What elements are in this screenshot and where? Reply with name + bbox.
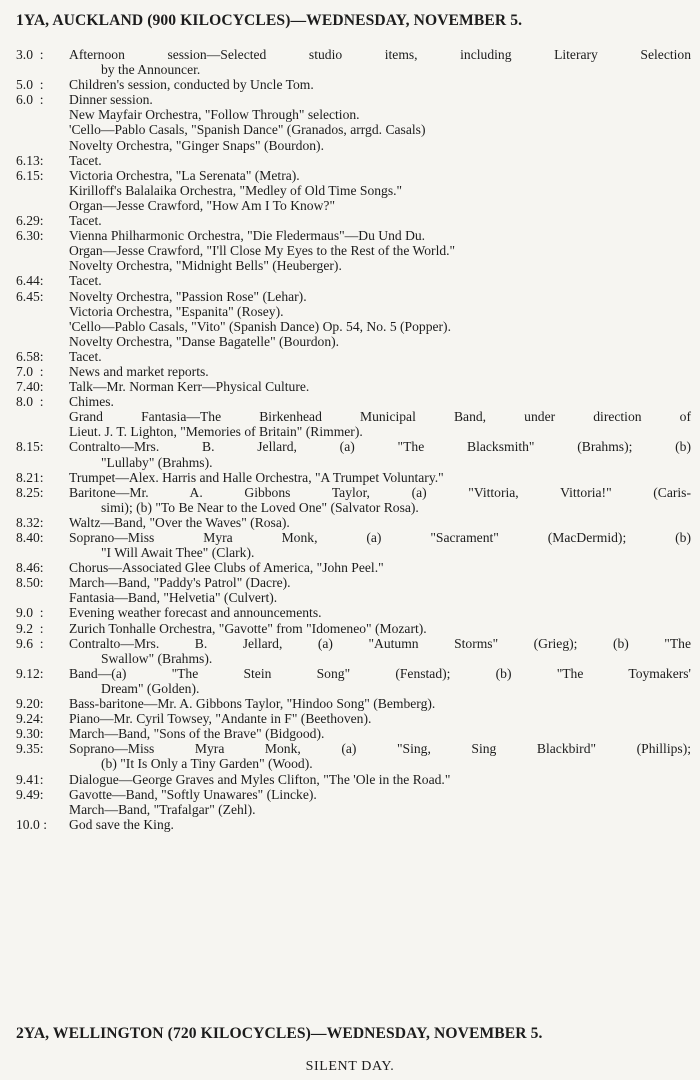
programme-entry — [0, 726, 700, 741]
programme-entry — [0, 485, 700, 515]
entry-description — [69, 530, 700, 560]
entry-time: 5.0 : — [16, 77, 44, 93]
entry-line: Baritone—Mr. A. Gibbons Taylor, (a) "Vittoria, Vittoria!" (Caris- — [69, 484, 691, 500]
entry-line: Novelty Orchestra, "Midnight Bells" (Heuberger). — [69, 258, 342, 274]
station-1ya-programme — [0, 47, 700, 832]
entry-description — [69, 621, 700, 636]
entry-time: 3.0 : — [16, 47, 44, 62]
entry-description — [69, 168, 700, 213]
entry-line: Band—(a) "The Stein Song" (Fenstad); (b) "The Toymakers' — [69, 665, 691, 681]
entry-description — [69, 726, 700, 741]
entry-line: Afternoon session—Selected studio items, including Literary Selection — [69, 47, 691, 62]
entry-time: 10.0 : — [16, 816, 47, 832]
programme-entry — [0, 349, 700, 364]
programme-entry — [0, 168, 700, 213]
entry-line: Waltz—Band, "Over the Waves" (Rosa). — [69, 514, 290, 530]
entry-description — [69, 228, 700, 273]
entry-time: 9.30: — [16, 726, 44, 742]
station-2ya-heading: 2YA, WELLINGTON (720 KILOCYCLES)—WEDNESDAY, NOVEMBER 5. — [16, 1025, 543, 1042]
entry-time: 8.50: — [16, 575, 44, 591]
entry-line: Bass-baritone—Mr. A. Gibbons Taylor, "Hindoo Song" (Bemberg). — [69, 696, 436, 712]
entry-line: Novelty Orchestra, "Danse Bagatelle" (Bourdon). — [69, 333, 340, 349]
entry-line: Piano—Mr. Cyril Towsey, "Andante in F" (Beethoven). — [69, 711, 372, 727]
entry-description — [69, 636, 700, 666]
programme-entry — [0, 213, 700, 228]
entry-time: 6.29: — [16, 213, 44, 229]
programme-entry — [0, 47, 700, 77]
entry-line: Organ—Jesse Crawford, "How Am I To Know?" — [69, 197, 335, 213]
entry-time: 8.15: — [16, 439, 44, 455]
entry-time: 7.0 : — [16, 363, 44, 379]
station-1ya-heading: 1YA, AUCKLAND (900 KILOCYCLES)—WEDNESDAY, NOVEMBER 5. — [16, 12, 523, 29]
entry-line: Dinner session. — [69, 92, 153, 108]
programme-entry — [0, 153, 700, 168]
programme-entry — [0, 439, 700, 469]
entry-description — [69, 349, 700, 364]
entry-description — [69, 379, 700, 394]
entry-time: 6.44: — [16, 273, 44, 289]
entry-description — [69, 787, 700, 817]
entry-description — [69, 560, 700, 575]
entry-line: New Mayfair Orchestra, "Follow Through" selection. — [69, 107, 360, 123]
entry-description — [69, 817, 700, 832]
entry-line: "Lullaby" (Brahms). — [101, 454, 213, 470]
entry-time: 6.45: — [16, 288, 44, 304]
entry-line: March—Band, "Sons of the Brave" (Bidgood). — [69, 726, 325, 742]
entry-time: 9.0 : — [16, 605, 44, 621]
entry-time: 6.13: — [16, 152, 44, 168]
entry-line: Tacet. — [69, 213, 102, 229]
entry-time: 6.30: — [16, 228, 44, 244]
entry-line: Tacet. — [69, 152, 102, 168]
entry-line: 'Cello—Pablo Casals, "Vito" (Spanish Dance) Op. 54, No. 5 (Popper). — [69, 318, 451, 334]
entry-line: Grand Fantasia—The Birkenhead Municipal Band, under direction of — [69, 409, 691, 425]
entry-time: 6.15: — [16, 167, 44, 183]
entry-line: Victoria Orchestra, "Espanita" (Rosey). — [69, 303, 284, 319]
programme-entry — [0, 605, 700, 620]
entry-description — [69, 772, 700, 787]
entry-line: Dialogue—George Graves and Myles Clifton, "The 'Ole in the Road." — [69, 771, 451, 787]
programme-entry — [0, 772, 700, 787]
entry-time: 8.40: — [16, 530, 44, 545]
entry-time: 8.21: — [16, 469, 44, 485]
entry-line: Vienna Philharmonic Orchestra, "Die Fledermaus"—Du Und Du. — [69, 228, 426, 244]
programme-entry — [0, 515, 700, 530]
entry-description — [69, 711, 700, 726]
entry-line: by the Announcer. — [101, 62, 201, 78]
entry-time: 9.35: — [16, 741, 44, 757]
entry-line: Lieut. J. T. Lighton, "Memories of Britain" (Rimmer). — [69, 424, 363, 440]
entry-description — [69, 92, 700, 152]
programme-entry — [0, 666, 700, 696]
entry-description — [69, 394, 700, 439]
entry-time: 8.46: — [16, 560, 44, 576]
entry-line: Chimes. — [69, 394, 114, 410]
entry-description — [69, 439, 700, 469]
programme-entry — [0, 636, 700, 666]
entry-line: Kirilloff's Balalaika Orchestra, "Medley of Old Time Songs." — [69, 182, 403, 198]
entry-line: Soprano—Miss Myra Monk, (a) "Sacrament" (MacDermid); (b) — [69, 530, 691, 545]
programme-entry — [0, 289, 700, 349]
entry-line: Novelty Orchestra, "Ginger Snaps" (Bourdon). — [69, 137, 324, 153]
programme-entry — [0, 273, 700, 288]
entry-line: March—Band, "Paddy's Patrol" (Dacre). — [69, 575, 291, 591]
entry-line: Contralto—Mrs. B. Jellard, (a) "Autumn Storms" (Grieg); (b) "The — [69, 635, 691, 651]
entry-line: Children's session, conducted by Uncle Tom. — [69, 77, 314, 93]
entry-description — [69, 515, 700, 530]
entry-line: Trumpet—Alex. Harris and Halle Orchestra, "A Trumpet Voluntary." — [69, 469, 444, 485]
entry-time: 7.40: — [16, 379, 44, 395]
programme-entry — [0, 394, 700, 439]
entry-line: March—Band, "Trafalgar" (Zehl). — [69, 801, 256, 817]
entry-line: Evening weather forecast and announcements. — [69, 605, 322, 621]
programme-entry — [0, 696, 700, 711]
programme-entry — [0, 470, 700, 485]
entry-time: 9.49: — [16, 786, 44, 802]
entry-time: 8.32: — [16, 514, 44, 530]
programme-entry — [0, 711, 700, 726]
entry-description — [69, 77, 700, 92]
entry-time: 8.0 : — [16, 394, 44, 410]
entry-line: God save the King. — [69, 816, 174, 832]
entry-description — [69, 213, 700, 228]
entry-description — [69, 47, 700, 77]
entry-line: simi); (b) "To Be Near to the Loved One" (Salvator Rosa). — [101, 499, 419, 515]
entry-line: Zurich Tonhalle Orchestra, "Gavotte" from "Idomeneo" (Mozart). — [69, 620, 427, 636]
entry-line: Tacet. — [69, 273, 102, 289]
entry-line: "I Will Await Thee" (Clark). — [101, 545, 255, 561]
programme-entry — [0, 379, 700, 394]
programme-entry — [0, 817, 700, 832]
entry-time: 9.41: — [16, 771, 44, 787]
entry-time: 9.2 : — [16, 620, 44, 636]
entry-line: Gavotte—Band, "Softly Unawares" (Lincke). — [69, 786, 317, 802]
entry-line: Fantasia—Band, "Helvetia" (Culvert). — [69, 590, 278, 606]
entry-line: Swallow" (Brahms). — [101, 650, 213, 666]
entry-line: Victoria Orchestra, "La Serenata" (Metra). — [69, 167, 300, 183]
programme-entry — [0, 77, 700, 92]
entry-description — [69, 153, 700, 168]
entry-description — [69, 470, 700, 485]
entry-description — [69, 605, 700, 620]
entry-description — [69, 364, 700, 379]
entry-description — [69, 289, 700, 349]
entry-line: Tacet. — [69, 348, 102, 364]
programme-entry — [0, 92, 700, 152]
entry-time: 8.25: — [16, 484, 44, 500]
entry-line: Organ—Jesse Crawford, "I'll Close My Eyes to the Rest of the World." — [69, 243, 456, 259]
entry-line: News and market reports. — [69, 363, 209, 379]
entry-description — [69, 575, 700, 605]
entry-time: 9.24: — [16, 711, 44, 727]
programme-entry — [0, 575, 700, 605]
entry-time: 9.12: — [16, 665, 44, 681]
entry-line: Chorus—Associated Glee Clubs of America, "John Peel." — [69, 560, 384, 576]
entry-line: 'Cello—Pablo Casals, "Spanish Dance" (Granados, arrgd. Casals) — [69, 122, 426, 138]
entry-time: 9.6 : — [16, 635, 44, 651]
entry-time: 6.58: — [16, 348, 44, 364]
entry-line: (b) "It Is Only a Tiny Garden" (Wood). — [101, 756, 313, 772]
silent-day-note: SILENT DAY. — [305, 1059, 395, 1074]
entry-description — [69, 273, 700, 288]
entry-line: Dream" (Golden). — [101, 680, 200, 696]
entry-description — [69, 485, 700, 515]
programme-entry — [0, 741, 700, 771]
programme-entry — [0, 530, 700, 560]
entry-description — [69, 741, 700, 771]
entry-line: Talk—Mr. Norman Kerr—Physical Culture. — [69, 379, 310, 395]
entry-line: Contralto—Mrs. B. Jellard, (a) "The Blacksmith" (Brahms); (b) — [69, 439, 691, 455]
entry-line: Soprano—Miss Myra Monk, (a) "Sing, Sing Blackbird" (Phillips); — [69, 741, 691, 757]
programme-entry — [0, 787, 700, 817]
programme-entry — [0, 621, 700, 636]
programme-entry — [0, 560, 700, 575]
programme-entry — [0, 228, 700, 273]
entry-time: 6.0 : — [16, 92, 44, 108]
entry-description — [69, 696, 700, 711]
entry-line: Novelty Orchestra, "Passion Rose" (Lehar). — [69, 288, 307, 304]
entry-time: 9.20: — [16, 696, 44, 712]
entry-description — [69, 666, 700, 696]
programme-entry — [0, 364, 700, 379]
